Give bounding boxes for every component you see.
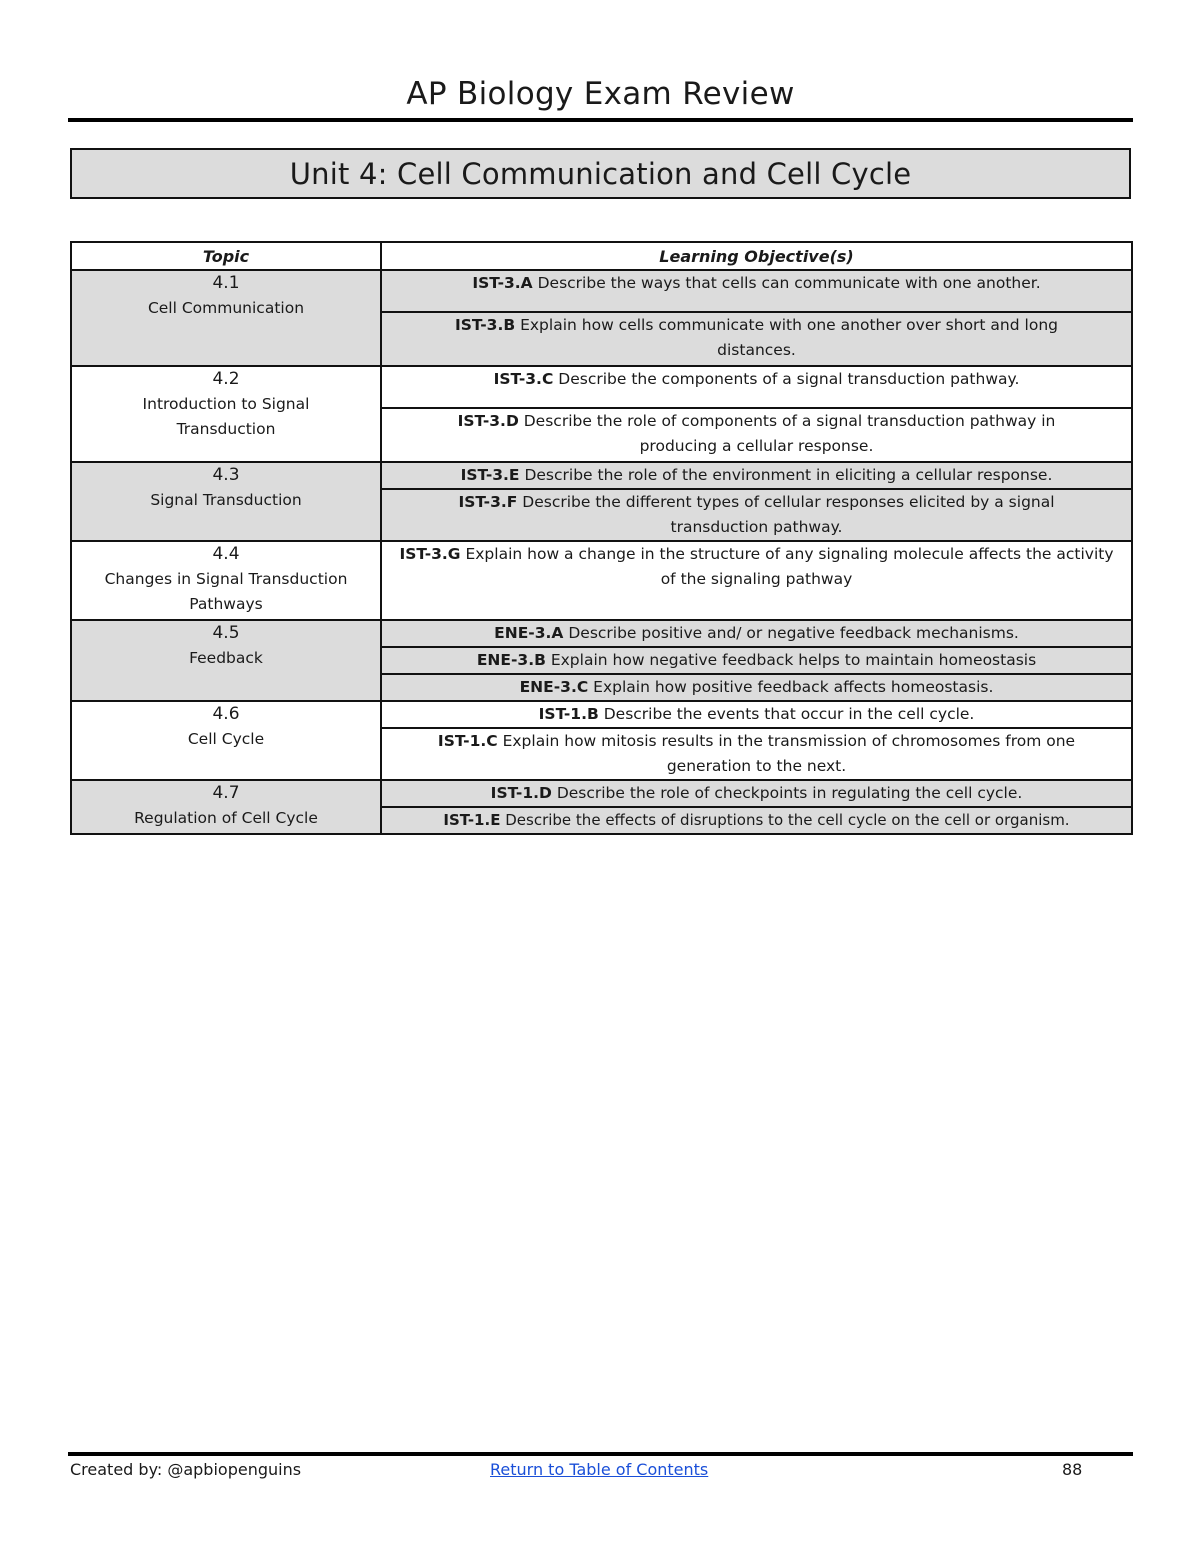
topic-cell	[71, 366, 381, 462]
topic-cell	[71, 541, 381, 620]
objective-text: Explain how negative feedback helps to maintain homeostasis	[550, 651, 1037, 669]
topic-cell	[71, 270, 381, 366]
objective-code: IST-1.B	[538, 705, 599, 723]
topic-name: Cell Cycle	[187, 730, 265, 748]
objective-text: Explain how cells communicate with one another over short and long distances.	[520, 316, 1058, 359]
topic-name: Introduction to Signal Transduction	[142, 395, 310, 438]
table-header-row	[71, 242, 1132, 270]
objective-cell	[381, 270, 1132, 312]
topic-cell	[71, 701, 381, 780]
objectives-column-header: Learning Objective(s)	[381, 242, 1132, 270]
objective-code: ENE-3.A	[494, 624, 564, 642]
objective-code: IST-3.G	[399, 545, 461, 563]
objective-cell	[381, 366, 1132, 408]
topic-name: Cell Communication	[147, 299, 305, 317]
objective-code: IST-1.E	[443, 811, 501, 829]
topic-number: 4.6	[212, 704, 240, 724]
objective-code: ENE-3.B	[476, 651, 546, 669]
table-row	[71, 462, 1132, 489]
topic-name: Changes in Signal Transduction Pathways	[104, 570, 348, 613]
table-row	[71, 620, 1132, 647]
title-divider	[68, 118, 1133, 122]
objective-text: Describe positive and/ or negative feedback mechanisms.	[568, 624, 1019, 642]
objective-cell	[381, 647, 1132, 674]
objective-code: IST-3.C	[493, 370, 554, 388]
objective-text: Describe the different types of cellular responses elicited by a signal transduction pathway.	[522, 493, 1055, 536]
table-of-contents-link[interactable]: Return to Table of Contents	[490, 1460, 709, 1479]
topic-number: 4.3	[212, 465, 240, 485]
objective-text: Describe the role of the environment in eliciting a cellular response.	[524, 466, 1053, 484]
topic-cell	[71, 780, 381, 834]
topic-name: Feedback	[189, 649, 263, 667]
table-row	[71, 270, 1132, 312]
table-row	[71, 541, 1132, 620]
objective-cell	[381, 462, 1132, 489]
topic-cell	[71, 620, 381, 701]
objective-cell	[381, 489, 1132, 541]
topic-number: 4.7	[212, 783, 240, 803]
objective-text: Describe the events that occur in the cell cycle.	[603, 705, 975, 723]
objective-code: IST-3.E	[460, 466, 520, 484]
objective-code: IST-3.A	[472, 274, 533, 292]
topic-cell	[71, 462, 381, 541]
objective-text: Explain how a change in the structure of any signaling molecule affects the activity of the signaling pathway	[465, 545, 1114, 588]
unit-title-banner	[70, 148, 1131, 199]
objective-text: Describe the role of components of a signal transduction pathway in producing a cellular response.	[523, 412, 1056, 455]
page-title: AP Biology Exam Review	[406, 76, 795, 112]
objective-text: Describe the ways that cells can communicate with one another.	[537, 274, 1041, 292]
topic-name: Regulation of Cell Cycle	[134, 809, 318, 827]
objective-code: IST-1.D	[490, 784, 552, 802]
objective-code: IST-3.D	[457, 412, 519, 430]
topic-number: 4.1	[212, 273, 240, 293]
learning-objectives-table	[70, 241, 1133, 835]
topic-number: 4.5	[212, 623, 240, 643]
objective-code: IST-3.B	[455, 316, 516, 334]
objective-text: Explain how positive feedback affects homeostasis.	[593, 678, 994, 696]
objective-text: Explain how mitosis results in the transmission of chromosomes from one generation to the next.	[502, 732, 1076, 775]
table-row	[71, 780, 1132, 807]
objective-text: Describe the components of a signal transduction pathway.	[558, 370, 1020, 388]
objective-cell	[381, 620, 1132, 647]
objective-text: Describe the role of checkpoints in regulating the cell cycle.	[556, 784, 1023, 802]
objective-cell	[381, 780, 1132, 807]
objective-code: ENE-3.C	[519, 678, 589, 696]
topic-column-header: Topic	[71, 242, 381, 270]
objective-code: IST-3.F	[458, 493, 518, 511]
objective-cell	[381, 674, 1132, 701]
page-number: 88	[1062, 1460, 1083, 1479]
objective-cell	[381, 408, 1132, 462]
table-row	[71, 701, 1132, 728]
table-row	[71, 366, 1132, 408]
footer-credit: Created by: @apbiopenguins	[70, 1460, 302, 1479]
footer-divider	[68, 1452, 1133, 1456]
objective-cell	[381, 807, 1132, 834]
topic-name: Signal Transduction	[150, 491, 302, 509]
unit-title: Unit 4: Cell Communication and Cell Cycle	[289, 156, 912, 191]
objective-cell	[381, 312, 1132, 366]
objective-text: Describe the effects of disruptions to the cell cycle on the cell or organism.	[505, 811, 1070, 829]
objective-cell	[381, 701, 1132, 728]
objective-code: IST-1.C	[437, 732, 498, 750]
objective-cell	[381, 541, 1132, 620]
topic-number: 4.4	[212, 544, 240, 564]
topic-number: 4.2	[212, 369, 240, 389]
objective-cell	[381, 728, 1132, 780]
